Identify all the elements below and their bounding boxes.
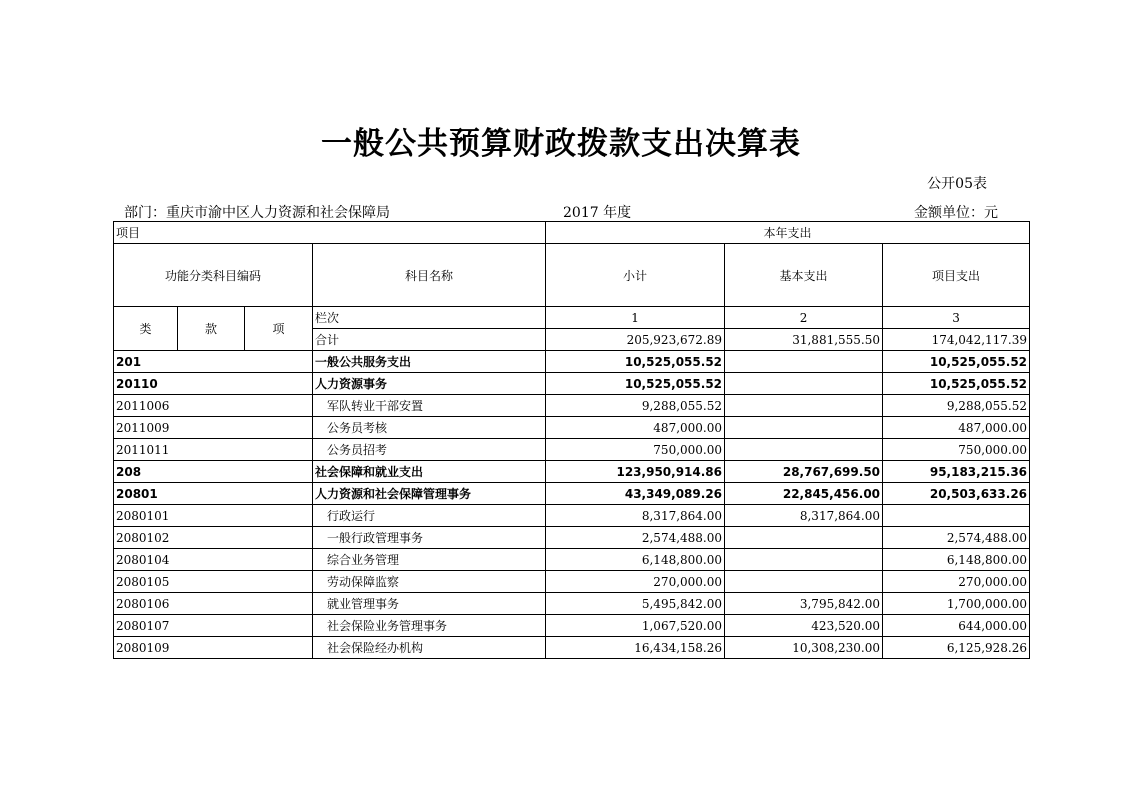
row-subtotal: 10,525,055.52: [546, 351, 725, 373]
row-code: 2080106: [114, 593, 313, 615]
row-basic: 28,767,699.50: [725, 461, 883, 483]
row-basic: [725, 571, 883, 593]
row-name: 社会保险业务管理事务: [313, 615, 546, 637]
department-label: 部门：重庆市渝中区人力资源和社会保障局: [124, 205, 390, 221]
report-title: 一般公共预算财政拨款支出决算表: [321, 126, 801, 162]
header-basic: 基本支出: [725, 244, 883, 307]
row-name: 一般公共服务支出: [313, 351, 546, 373]
row-project: 10,525,055.52: [883, 373, 1030, 395]
row-code: 2011006: [114, 395, 313, 417]
row-name: 公务员考核: [313, 417, 546, 439]
row-basic: 423,520.00: [725, 615, 883, 637]
row-name: 人力资源和社会保障管理事务: [313, 483, 546, 505]
row-subtotal: 43,349,089.26: [546, 483, 725, 505]
header-kuan: 款: [178, 307, 245, 351]
row-basic: [725, 417, 883, 439]
header-func-code: 功能分类科目编码: [114, 244, 313, 307]
row-code: 2080102: [114, 527, 313, 549]
row-name: 人力资源事务: [313, 373, 546, 395]
table-row: [114, 549, 1030, 571]
table-row: [114, 527, 1030, 549]
col-index-label: 栏次: [313, 307, 546, 329]
row-name: 就业管理事务: [313, 593, 546, 615]
row-subtotal: 1,067,520.00: [546, 615, 725, 637]
row-basic: 10,308,230.00: [725, 637, 883, 659]
row-name: 综合业务管理: [313, 549, 546, 571]
row-subtotal: 16,434,158.26: [546, 637, 725, 659]
table-row: [114, 373, 1030, 395]
row-code: 20110: [114, 373, 313, 395]
row-subtotal: 123,950,914.86: [546, 461, 725, 483]
row-project: 270,000.00: [883, 571, 1030, 593]
row-code: 208: [114, 461, 313, 483]
row-project: 2,574,488.00: [883, 527, 1030, 549]
row-code: 2080109: [114, 637, 313, 659]
row-basic: [725, 549, 883, 571]
table-row: [114, 395, 1030, 417]
table-row: [114, 637, 1030, 659]
row-project: 6,148,800.00: [883, 549, 1030, 571]
row-basic: 3,795,842.00: [725, 593, 883, 615]
total-basic: 31,881,555.50: [725, 329, 883, 351]
row-basic: [725, 527, 883, 549]
table-row: [114, 505, 1030, 527]
table-row: [114, 483, 1030, 505]
row-subtotal: 8,317,864.00: [546, 505, 725, 527]
row-name: 公务员招考: [313, 439, 546, 461]
row-project: 487,000.00: [883, 417, 1030, 439]
row-subtotal: 270,000.00: [546, 571, 725, 593]
col-index-3: 3: [883, 307, 1030, 329]
row-project: 95,183,215.36: [883, 461, 1030, 483]
row-name: 军队转业干部安置: [313, 395, 546, 417]
total-label: 合计: [313, 329, 546, 351]
row-basic: [725, 373, 883, 395]
currency-unit: 金额单位：元: [914, 205, 998, 221]
table-row: [114, 461, 1030, 483]
row-project: 6,125,928.26: [883, 637, 1030, 659]
header-subject-name: 科目名称: [313, 244, 546, 307]
row-subtotal: 9,288,055.52: [546, 395, 725, 417]
row-project: 20,503,633.26: [883, 483, 1030, 505]
row-project: 750,000.00: [883, 439, 1030, 461]
row-basic: 22,845,456.00: [725, 483, 883, 505]
row-code: 2011011: [114, 439, 313, 461]
row-name: 社会保障和就业支出: [313, 461, 546, 483]
col-index-row: [114, 307, 1030, 329]
header-project-exp: 项目支出: [883, 244, 1030, 307]
row-subtotal: 2,574,488.00: [546, 527, 725, 549]
col-index-1: 1: [546, 307, 725, 329]
row-subtotal: 750,000.00: [546, 439, 725, 461]
row-name: 行政运行: [313, 505, 546, 527]
row-code: 2011009: [114, 417, 313, 439]
row-basic: 8,317,864.00: [725, 505, 883, 527]
header-row-2: [114, 244, 1030, 307]
header-project: 项目: [114, 222, 546, 244]
table-row: [114, 439, 1030, 461]
fiscal-year: 2017 年度: [563, 205, 632, 221]
row-name: 劳动保障监察: [313, 571, 546, 593]
total-project: 174,042,117.39: [883, 329, 1030, 351]
header-xiang: 项: [245, 307, 313, 351]
table-row: [114, 417, 1030, 439]
table-row: [114, 351, 1030, 373]
row-project: [883, 505, 1030, 527]
row-subtotal: 5,495,842.00: [546, 593, 725, 615]
header-subtotal: 小计: [546, 244, 725, 307]
row-code: 2080105: [114, 571, 313, 593]
row-project: 1,700,000.00: [883, 593, 1030, 615]
table-row: [114, 571, 1030, 593]
form-number: 公开05表: [927, 176, 987, 192]
row-project: 644,000.00: [883, 615, 1030, 637]
col-index-2: 2: [725, 307, 883, 329]
row-code: 2080104: [114, 549, 313, 571]
table-row: [114, 593, 1030, 615]
row-name: 一般行政管理事务: [313, 527, 546, 549]
row-name: 社会保险经办机构: [313, 637, 546, 659]
row-subtotal: 6,148,800.00: [546, 549, 725, 571]
row-basic: [725, 351, 883, 373]
row-project: 10,525,055.52: [883, 351, 1030, 373]
row-project: 9,288,055.52: [883, 395, 1030, 417]
row-code: 2080107: [114, 615, 313, 637]
expenditure-table: [113, 221, 1030, 659]
row-subtotal: 487,000.00: [546, 417, 725, 439]
total-subtotal: 205,923,672.89: [546, 329, 725, 351]
row-code: 2080101: [114, 505, 313, 527]
row-basic: [725, 395, 883, 417]
row-basic: [725, 439, 883, 461]
row-code: 201: [114, 351, 313, 373]
header-lei: 类: [114, 307, 178, 351]
header-current-year: 本年支出: [546, 222, 1030, 244]
row-code: 20801: [114, 483, 313, 505]
header-row-1: [114, 222, 1030, 244]
table-row: [114, 615, 1030, 637]
row-subtotal: 10,525,055.52: [546, 373, 725, 395]
